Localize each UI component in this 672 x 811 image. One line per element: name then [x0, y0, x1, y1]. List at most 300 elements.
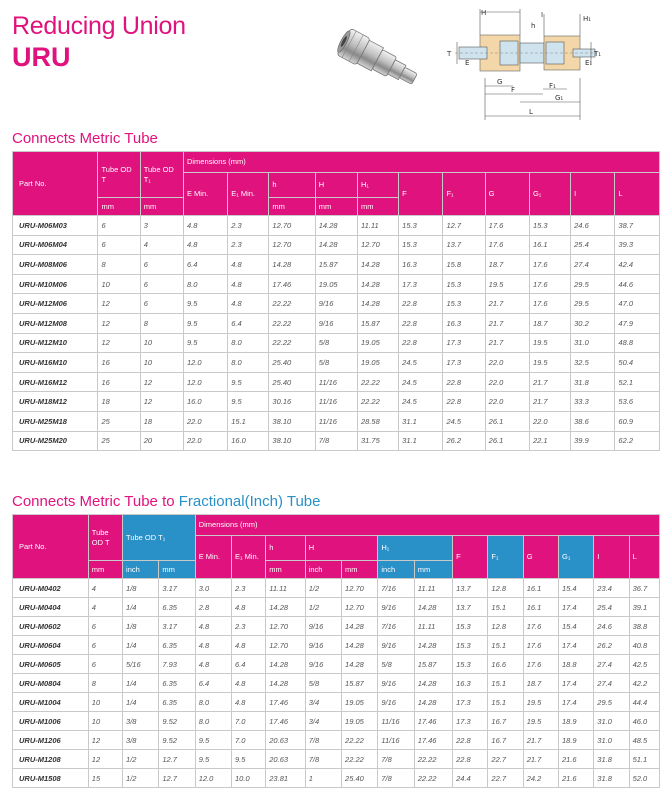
table-cell-t1: 4: [140, 235, 183, 255]
table-cell-f1: 16.3: [443, 313, 485, 333]
table-cell-f: 17.3: [453, 693, 488, 712]
table-cell-t1: 10: [140, 353, 183, 373]
table-cell-hm: 15.87: [342, 674, 378, 693]
table-cell-hm: 22.22: [342, 750, 378, 769]
table-row: [13, 731, 660, 750]
table-cell-g1: 22.0: [529, 411, 570, 431]
table-cell-hs: 20.63: [266, 731, 305, 750]
table-cell-f: 24.4: [453, 769, 488, 788]
table-cell-hi: 5/8: [305, 674, 341, 693]
table-cell-hi: 9/16: [305, 617, 341, 636]
table-cell-f1: 15.1: [488, 636, 523, 655]
header-e: E Min.: [195, 536, 231, 579]
metric-to-inch-table: [12, 514, 660, 788]
header-l: L: [629, 536, 659, 579]
table-cell-t: 10: [88, 712, 122, 731]
table-cell-hi: 3/4: [305, 712, 341, 731]
header-h: H: [305, 536, 378, 561]
table-cell-g1: 18.9: [559, 731, 594, 750]
table-cell-h1i: 5/8: [378, 655, 414, 674]
table-cell-hm: 12.70: [342, 579, 378, 598]
table-cell-t: 15: [88, 769, 122, 788]
table-cell-e1: 6.4: [232, 655, 266, 674]
table-cell-e: 4.8: [183, 235, 227, 255]
table-cell-e1: 7.0: [232, 712, 266, 731]
table-cell-h1i: 7/8: [378, 769, 414, 788]
table-cell-i: 24.6: [571, 216, 615, 236]
table-cell-i: 29.5: [594, 693, 629, 712]
table-cell-h1: 19.05: [357, 353, 398, 373]
table-cell-t: 4: [88, 579, 122, 598]
table-cell-l: 53.6: [615, 392, 660, 412]
table-cell-l: 42.2: [629, 674, 659, 693]
section-title-metric: Connects Metric Tube: [12, 130, 158, 147]
table-cell-e1: 6.4: [228, 313, 269, 333]
table-cell-f: 31.1: [399, 431, 443, 451]
table-cell-h1m: 22.22: [414, 750, 452, 769]
table-cell-hs: 17.46: [266, 693, 305, 712]
table-cell-g: 16.1: [523, 579, 558, 598]
table-cell-t: 12: [98, 313, 140, 333]
table-cell-e: 6.4: [183, 255, 227, 275]
header-h-small: h: [269, 173, 315, 198]
table-cell-e1: 4.8: [232, 674, 266, 693]
table-cell-e: 6.4: [195, 674, 231, 693]
table-cell-t: 6: [88, 617, 122, 636]
part-number-cell: URU-M1508: [13, 769, 89, 788]
table-cell-h1m: 14.28: [414, 598, 452, 617]
table-row: [13, 693, 660, 712]
part-number-cell: URU-M1206: [13, 731, 89, 750]
table-cell-hi: 9/16: [305, 655, 341, 674]
table-cell-e: 9.5: [195, 731, 231, 750]
table-row: [13, 411, 660, 431]
unit-mm: mm: [88, 561, 122, 579]
table-cell-f: 22.8: [399, 294, 443, 314]
table-cell-h1i: 7/16: [378, 579, 414, 598]
table-cell-h1m: 14.28: [414, 636, 452, 655]
header-f1: F₁: [488, 536, 523, 579]
table-cell-t: 8: [88, 674, 122, 693]
part-number-cell: URU-M16M12: [13, 372, 98, 392]
table-cell-f: 17.3: [399, 274, 443, 294]
table-cell-h1i: 9/16: [378, 598, 414, 617]
table-cell-f1: 17.3: [443, 333, 485, 353]
table-cell-i: 31.8: [594, 769, 629, 788]
table-cell-l: 60.9: [615, 411, 660, 431]
table-cell-tm: 12.7: [159, 769, 195, 788]
table-cell-hm: 22.22: [342, 731, 378, 750]
drawing-label-g: G: [497, 78, 503, 86]
table-cell-tm: 12.7: [159, 750, 195, 769]
table-cell-tm: 7.93: [159, 655, 195, 674]
table-cell-l: 52.1: [615, 372, 660, 392]
header-g: G: [523, 536, 558, 579]
drawing-label-t: T: [447, 50, 452, 58]
table-cell-t1: 10: [140, 333, 183, 353]
table-cell-e: 22.0: [183, 411, 227, 431]
table-cell-g: 19.5: [523, 693, 558, 712]
table-cell-ti: 5/16: [123, 655, 159, 674]
table-cell-h1i: 9/16: [378, 636, 414, 655]
table-cell-hs: 23.81: [266, 769, 305, 788]
table-cell-i: 31.0: [594, 712, 629, 731]
part-number-cell: URU-M25M20: [13, 431, 98, 451]
table-cell-hm: 19.05: [342, 712, 378, 731]
part-number-cell: URU-M0604: [13, 636, 89, 655]
table-cell-h1: 22.22: [357, 372, 398, 392]
unit-mm: mm: [315, 198, 357, 216]
table-cell-h1: 22.22: [357, 392, 398, 412]
table-cell-hs: 14.28: [266, 655, 305, 674]
part-number-cell: URU-M1208: [13, 750, 89, 769]
table-cell-h1: 14.28: [357, 274, 398, 294]
table-cell-t1: 8: [140, 313, 183, 333]
unit-inch: inch: [123, 561, 159, 579]
table-cell-g1: 17.6: [529, 274, 570, 294]
header-tube-od-t1: Tube OD T₁: [140, 152, 183, 198]
table-cell-tm: 6.35: [159, 693, 195, 712]
table-cell-l: 42.5: [629, 655, 659, 674]
table-cell-g1: 19.5: [529, 353, 570, 373]
header-part-no: Part No.: [13, 152, 98, 216]
table-row: [13, 372, 660, 392]
table-cell-e: 4.8: [183, 216, 227, 236]
unit-inch: inch: [305, 561, 341, 579]
table-cell-i: 31.8: [571, 372, 615, 392]
table-cell-e1: 15.1: [228, 411, 269, 431]
table-cell-g: 26.1: [485, 431, 529, 451]
table-cell-g: 21.7: [485, 313, 529, 333]
table-row: [13, 636, 660, 655]
table-cell-t: 12: [98, 333, 140, 353]
table-cell-ti: 1/4: [123, 674, 159, 693]
table-cell-e1: 8.0: [228, 353, 269, 373]
table-cell-t: 25: [98, 431, 140, 451]
table-cell-h: 11/16: [315, 411, 357, 431]
table-cell-hi: 3/4: [305, 693, 341, 712]
table-cell-f1: 22.7: [488, 750, 523, 769]
table-cell-f1: 12.8: [488, 617, 523, 636]
table-cell-h1: 31.75: [357, 431, 398, 451]
part-number-cell: URU-M25M18: [13, 411, 98, 431]
table-cell-h1: 19.05: [357, 333, 398, 353]
table-cell-l: 38.7: [615, 216, 660, 236]
table-cell-t: 10: [88, 693, 122, 712]
table-cell-h1i: 7/16: [378, 617, 414, 636]
table-cell-i: 32.5: [571, 353, 615, 373]
table-cell-i: 39.9: [571, 431, 615, 451]
table-cell-e1: 4.8: [228, 255, 269, 275]
table-cell-hi: 7/8: [305, 750, 341, 769]
table-row: [13, 712, 660, 731]
table-cell-hi: 1/2: [305, 579, 341, 598]
table-cell-t: 6: [98, 235, 140, 255]
table-cell-g: 17.6: [523, 617, 558, 636]
table-cell-e1: 7.0: [232, 731, 266, 750]
table-cell-h: 11/16: [315, 372, 357, 392]
table-cell-i: 30.2: [571, 313, 615, 333]
table-cell-e: 12.0: [183, 353, 227, 373]
table-cell-g: 17.6: [485, 235, 529, 255]
table-cell-f1: 15.3: [443, 294, 485, 314]
drawing-label-h1: H₁: [583, 15, 592, 23]
table-cell-f: 16.3: [399, 255, 443, 275]
table-cell-f: 16.3: [453, 674, 488, 693]
table-cell-g1: 22.1: [529, 431, 570, 451]
table-cell-f: 22.8: [453, 731, 488, 750]
table-cell-t1: 3: [140, 216, 183, 236]
table-cell-e: 16.0: [183, 392, 227, 412]
table-cell-h1m: 14.28: [414, 693, 452, 712]
drawing-label-t1: T₁: [594, 50, 602, 58]
table-cell-t1: 12: [140, 392, 183, 412]
table-cell-f: 15.3: [399, 216, 443, 236]
header-tube-od-t1: Tube OD T₁: [123, 515, 196, 561]
table-cell-h1i: 11/16: [378, 731, 414, 750]
table-cell-i: 31.0: [594, 731, 629, 750]
header-e1: E₁ Min.: [228, 173, 269, 216]
table-cell-f: 15.3: [453, 636, 488, 655]
table-cell-e1: 8.0: [228, 333, 269, 353]
table-cell-l: 52.0: [629, 769, 659, 788]
header-g1: G₁: [529, 173, 570, 216]
table-cell-h: 9/16: [315, 294, 357, 314]
table-cell-g1: 17.4: [559, 636, 594, 655]
table-cell-h1: 12.70: [357, 235, 398, 255]
table-cell-i: 31.8: [594, 750, 629, 769]
table-cell-h: 9/16: [315, 313, 357, 333]
table-cell-g1: 21.7: [529, 372, 570, 392]
table-cell-hs: 17.46: [269, 274, 315, 294]
table-cell-f: 22.8: [399, 333, 443, 353]
product-code: URU: [12, 42, 71, 72]
table-cell-ti: 3/8: [123, 731, 159, 750]
header-part-no: Part No.: [13, 515, 89, 579]
table-cell-f1: 12.8: [488, 579, 523, 598]
header-tube-od-t: Tube OD T: [98, 152, 140, 198]
table-row: [13, 313, 660, 333]
part-number-cell: URU-M08M06: [13, 255, 98, 275]
header-g: G: [485, 173, 529, 216]
table-cell-t: 18: [98, 392, 140, 412]
table-cell-f1: 24.5: [443, 411, 485, 431]
table-cell-hi: 7/8: [305, 731, 341, 750]
table-cell-hi: 9/16: [305, 636, 341, 655]
table-cell-tm: 9.52: [159, 712, 195, 731]
header-dimensions: Dimensions (mm): [183, 152, 659, 173]
table-cell-l: 51.1: [629, 750, 659, 769]
table-cell-ti: 1/2: [123, 769, 159, 788]
table-cell-h1i: 9/16: [378, 674, 414, 693]
table-cell-i: 29.5: [571, 294, 615, 314]
table-cell-g1: 21.7: [529, 392, 570, 412]
table-cell-l: 39.1: [629, 598, 659, 617]
table-cell-h: 14.28: [315, 216, 357, 236]
table-cell-g: 18.7: [523, 674, 558, 693]
table-cell-e: 8.0: [195, 693, 231, 712]
table-cell-e: 8.0: [183, 274, 227, 294]
table-cell-g1: 18.8: [559, 655, 594, 674]
table-cell-g: 17.6: [523, 655, 558, 674]
table-cell-ti: 1/4: [123, 636, 159, 655]
table-row: [13, 235, 660, 255]
table-cell-t1: 6: [140, 274, 183, 294]
table-cell-h1m: 14.28: [414, 674, 452, 693]
table-cell-f: 24.5: [399, 353, 443, 373]
header-tube-od-t: Tube OD T: [88, 515, 122, 561]
table-cell-e1: 2.3: [228, 216, 269, 236]
table-cell-f: 22.8: [399, 313, 443, 333]
table-row: [13, 274, 660, 294]
table-cell-i: 26.2: [594, 636, 629, 655]
table-cell-g: 18.7: [485, 255, 529, 275]
table-cell-e: 9.5: [195, 750, 231, 769]
table-cell-e1: 9.5: [228, 372, 269, 392]
table-cell-e: 3.0: [195, 579, 231, 598]
table-cell-tm: 3.17: [159, 579, 195, 598]
table-cell-f: 17.3: [453, 712, 488, 731]
table-cell-t: 25: [98, 411, 140, 431]
table-cell-h1i: 9/16: [378, 693, 414, 712]
table-cell-i: 31.0: [571, 333, 615, 353]
table-cell-t: 8: [98, 255, 140, 275]
part-number-cell: URU-M16M10: [13, 353, 98, 373]
table-cell-hm: 12.70: [342, 598, 378, 617]
table-cell-f1: 15.1: [488, 598, 523, 617]
table-cell-e1: 10.0: [232, 769, 266, 788]
table-cell-h: 5/8: [315, 353, 357, 373]
table-cell-g: 19.5: [523, 712, 558, 731]
table-cell-g1: 17.6: [529, 294, 570, 314]
table-cell-l: 40.8: [629, 636, 659, 655]
table-cell-i: 27.4: [571, 255, 615, 275]
table-cell-hm: 14.28: [342, 636, 378, 655]
table-cell-tm: 3.17: [159, 617, 195, 636]
table-cell-t: 6: [88, 655, 122, 674]
table-cell-hs: 12.70: [269, 235, 315, 255]
part-number-cell: URU-M12M06: [13, 294, 98, 314]
table-cell-e: 4.8: [195, 617, 231, 636]
reducing-union-photo: [330, 28, 430, 98]
table-cell-h1i: 7/8: [378, 750, 414, 769]
page-title: Reducing Union: [12, 12, 186, 40]
table-cell-g1: 15.4: [559, 617, 594, 636]
table-cell-h1m: 17.46: [414, 712, 452, 731]
table-cell-l: 39.3: [615, 235, 660, 255]
table-cell-i: 29.5: [571, 274, 615, 294]
dimension-drawing: [445, 4, 603, 121]
table-cell-hs: 22.22: [269, 294, 315, 314]
unit-mm: mm: [266, 561, 305, 579]
table-cell-i: 23.4: [594, 579, 629, 598]
table-cell-i: 27.4: [594, 655, 629, 674]
table-cell-f1: 16.7: [488, 712, 523, 731]
table-cell-i: 25.4: [571, 235, 615, 255]
table-cell-e1: 16.0: [228, 431, 269, 451]
table-cell-h1i: 11/16: [378, 712, 414, 731]
table-row: [13, 598, 660, 617]
table-cell-e: 22.0: [183, 431, 227, 451]
table-cell-t1: 18: [140, 411, 183, 431]
table-cell-g1: 19.5: [529, 333, 570, 353]
table-cell-e: 2.8: [195, 598, 231, 617]
table-cell-t: 16: [98, 353, 140, 373]
table-cell-i: 38.6: [571, 411, 615, 431]
table-row: [13, 655, 660, 674]
table-cell-e: 9.5: [183, 294, 227, 314]
table-cell-f1: 15.8: [443, 255, 485, 275]
table-cell-g: 17.6: [485, 216, 529, 236]
table-cell-h1m: 15.87: [414, 655, 452, 674]
table-cell-f: 13.7: [453, 579, 488, 598]
table-cell-t1: 12: [140, 372, 183, 392]
table-cell-tm: 6.35: [159, 598, 195, 617]
part-number-cell: URU-M1006: [13, 712, 89, 731]
table-cell-g: 21.7: [523, 731, 558, 750]
table-cell-e1: 2.3: [228, 235, 269, 255]
table-row: [13, 431, 660, 451]
header-e: E Min.: [183, 173, 227, 216]
table-cell-hs: 12.70: [266, 617, 305, 636]
table-cell-e: 4.8: [195, 655, 231, 674]
table-cell-hs: 25.40: [269, 353, 315, 373]
table-row: [13, 674, 660, 693]
table-cell-g: 17.6: [523, 636, 558, 655]
table-cell-f1: 16.6: [488, 655, 523, 674]
table-cell-g1: 16.1: [529, 235, 570, 255]
table-cell-h1m: 17.46: [414, 731, 452, 750]
table-cell-t: 10: [98, 274, 140, 294]
table-cell-t1: 20: [140, 431, 183, 451]
table-cell-hs: 14.28: [266, 598, 305, 617]
unit-mm: mm: [159, 561, 195, 579]
table-cell-l: 44.4: [629, 693, 659, 712]
table-cell-g1: 15.4: [559, 579, 594, 598]
unit-mm: mm: [269, 198, 315, 216]
table-cell-hs: 38.10: [269, 411, 315, 431]
part-number-cell: URU-M18M12: [13, 392, 98, 412]
table-cell-f: 15.3: [453, 617, 488, 636]
table-cell-f: 15.3: [399, 235, 443, 255]
table-cell-hs: 22.22: [269, 313, 315, 333]
part-number-cell: URU-M0605: [13, 655, 89, 674]
table-cell-hs: 12.70: [266, 636, 305, 655]
table-cell-l: 50.4: [615, 353, 660, 373]
table-cell-h1m: 11.11: [414, 617, 452, 636]
table-cell-hs: 30.16: [269, 392, 315, 412]
table-cell-g: 21.7: [523, 750, 558, 769]
metric-table: [12, 151, 660, 451]
table-cell-l: 38.8: [629, 617, 659, 636]
table-cell-e1: 9.5: [228, 392, 269, 412]
table-cell-f: 24.5: [399, 392, 443, 412]
table-cell-f: 31.1: [399, 411, 443, 431]
table-cell-tm: 9.52: [159, 731, 195, 750]
table-cell-f1: 22.8: [443, 392, 485, 412]
table-cell-hm: 19.05: [342, 693, 378, 712]
table-cell-i: 33.3: [571, 392, 615, 412]
section-title-part-a: Connects Metric Tube to: [12, 493, 179, 510]
table-cell-g: 22.0: [485, 392, 529, 412]
table-cell-e: 4.8: [195, 636, 231, 655]
table-cell-l: 47.0: [615, 294, 660, 314]
table-row: [13, 255, 660, 275]
table-cell-f: 15.3: [453, 655, 488, 674]
unit-mm: mm: [140, 198, 183, 216]
header-e1: E₁ Min.: [232, 536, 266, 579]
table-cell-h1m: 22.22: [414, 769, 452, 788]
